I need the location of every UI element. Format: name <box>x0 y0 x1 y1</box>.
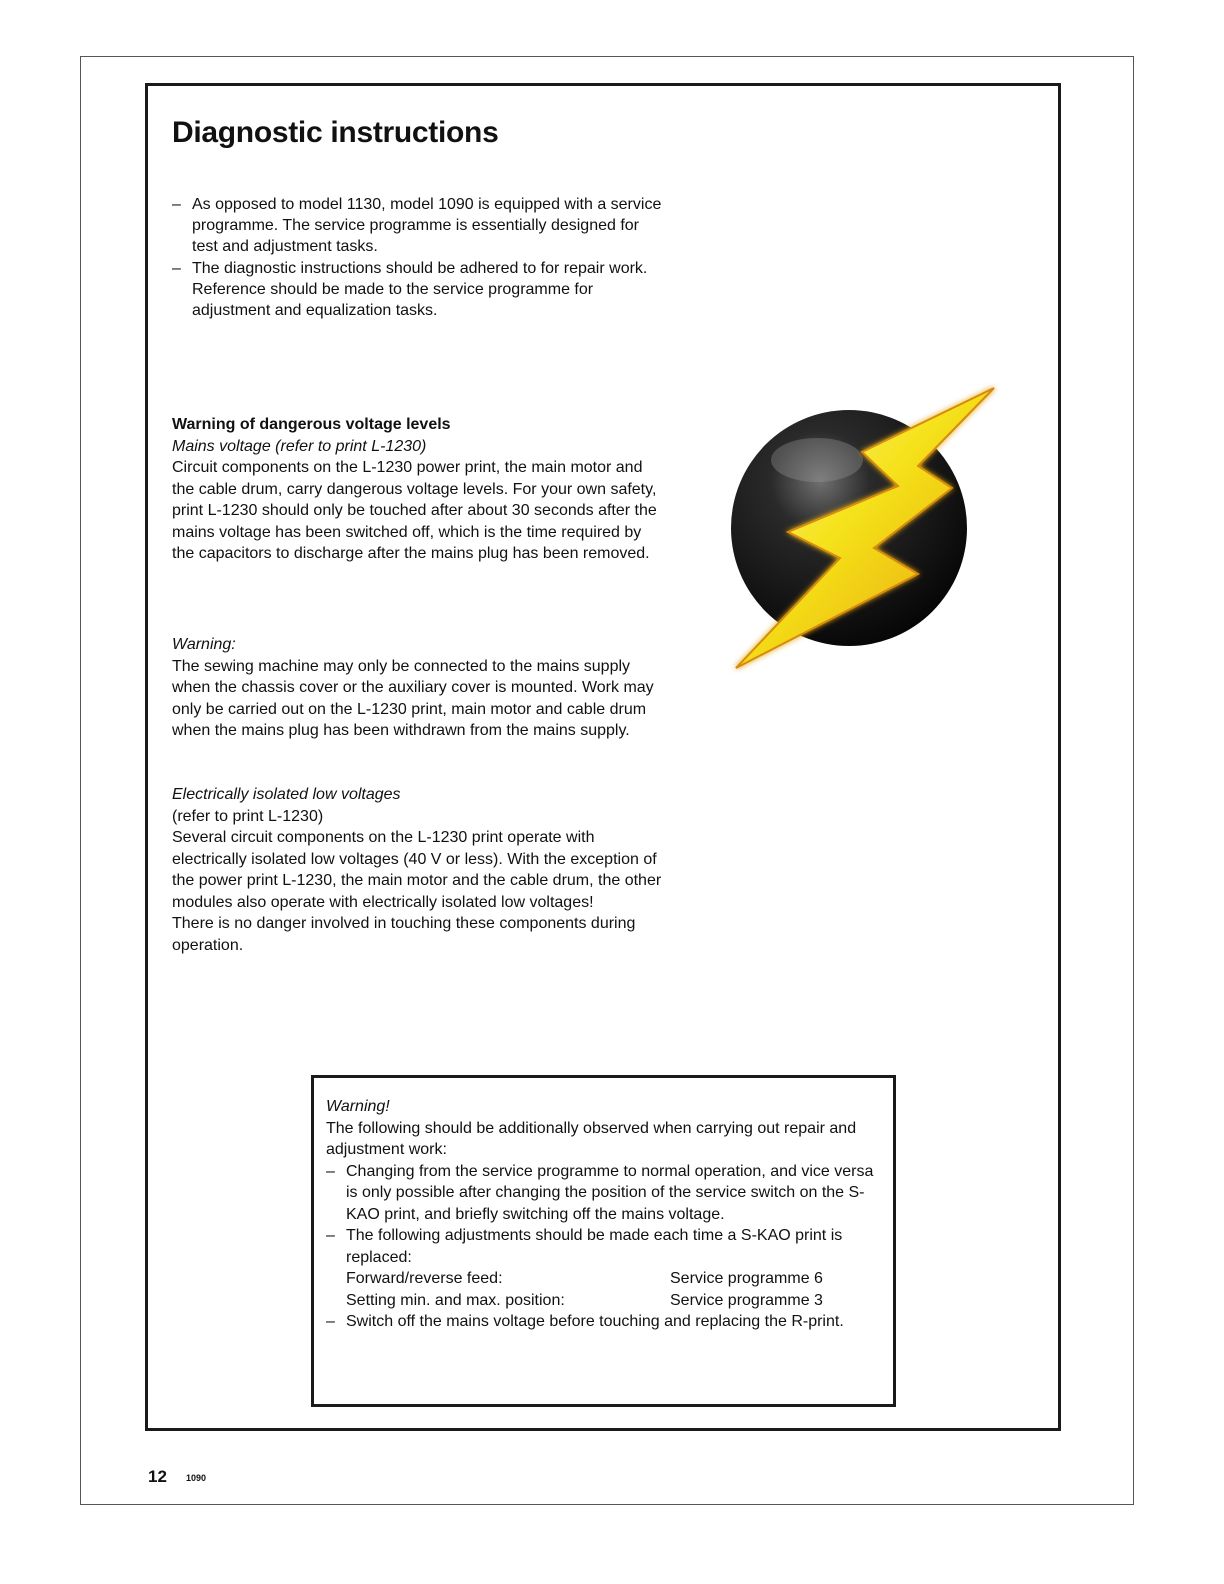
isolated-heading: Electrically isolated low voltages <box>172 786 401 803</box>
warning-box-item: – Changing from the service programme to normal operation, and vice versa is only possible after changing the position of the service switch on the S-KAO print, and briefly switching off the mains voltage. <box>326 1161 881 1226</box>
intro-item: – The diagnostic instructions should be adhered to for repair work. Reference should be made to the service programme for adjustment and equalization tasks. <box>172 258 662 321</box>
isolated-section <box>172 784 662 956</box>
voltage-body: Circuit components on the L-1230 power print, the main motor and the cable drum, carry dangerous voltage levels. For your own safety, print L-1230 should only be touched after about 30 seconds after the mains voltage has been switched off, which is the time required by the capacitors to discharge after the mains plug has been removed. <box>172 459 657 562</box>
warning-box-item-text: The following adjustments should be made each time a S-KAO print is replaced: <box>346 1227 843 1266</box>
isolated-note: There is no danger involved in touching these components during operation. <box>172 915 636 954</box>
warning-box-intro: The following should be additionally observed when carrying out repair and adjustment work: <box>326 1119 857 1158</box>
voltage-section <box>172 414 662 565</box>
isolated-body: Several circuit components on the L-1230 print operate with electrically isolated low voltages (40 V or less). With the exception of the power print L-1230, the main motor and the cable drum, the other modules also operate with electrically isolated low voltages! <box>172 829 662 911</box>
voltage-subheading: Mains voltage (refer to print L-1230) <box>172 437 427 455</box>
warning-section <box>172 634 662 742</box>
warning-box-item <box>326 1225 881 1311</box>
page-title: Diagnostic instructions <box>172 116 499 149</box>
warning-box-item: – Switch off the mains voltage before touching and replacing the R-print. <box>326 1311 881 1333</box>
warning-box <box>311 1075 896 1407</box>
disc-highlight <box>771 438 863 482</box>
adjustment-programme: Service programme 6 <box>670 1270 823 1287</box>
isolated-ref: (refer to print L-1230) <box>172 807 324 825</box>
intro-item: – As opposed to model 1130, model 1090 is equipped with a service programme. The service programme is essentially designed for test and adjustment tasks. <box>172 194 662 257</box>
warning-label: Warning: <box>172 636 236 653</box>
lightning-bolt-icon <box>722 382 1000 674</box>
intro-list <box>172 194 662 322</box>
adjustment-row <box>346 1268 881 1290</box>
voltage-heading: Warning of dangerous voltage levels <box>172 416 451 433</box>
warning-box-list <box>326 1161 881 1333</box>
warning-box-label: Warning! <box>326 1098 390 1115</box>
footer-model: 1090 <box>186 1473 207 1483</box>
adjustment-programme: Service programme 3 <box>670 1291 823 1309</box>
adjustment-name: Setting min. and max. position: <box>346 1291 565 1309</box>
adjustment-row <box>346 1290 881 1312</box>
warning-body: The sewing machine may only be connected to the mains supply when the chassis cover or the auxiliary cover is mounted. Work may only be carried out on the L-1230 print, main motor and cable drum when the mains plug has been withdrawn from the mains supply. <box>172 657 654 739</box>
adjustment-name: Forward/reverse feed: <box>346 1270 503 1287</box>
page-number: 12 <box>148 1467 167 1486</box>
